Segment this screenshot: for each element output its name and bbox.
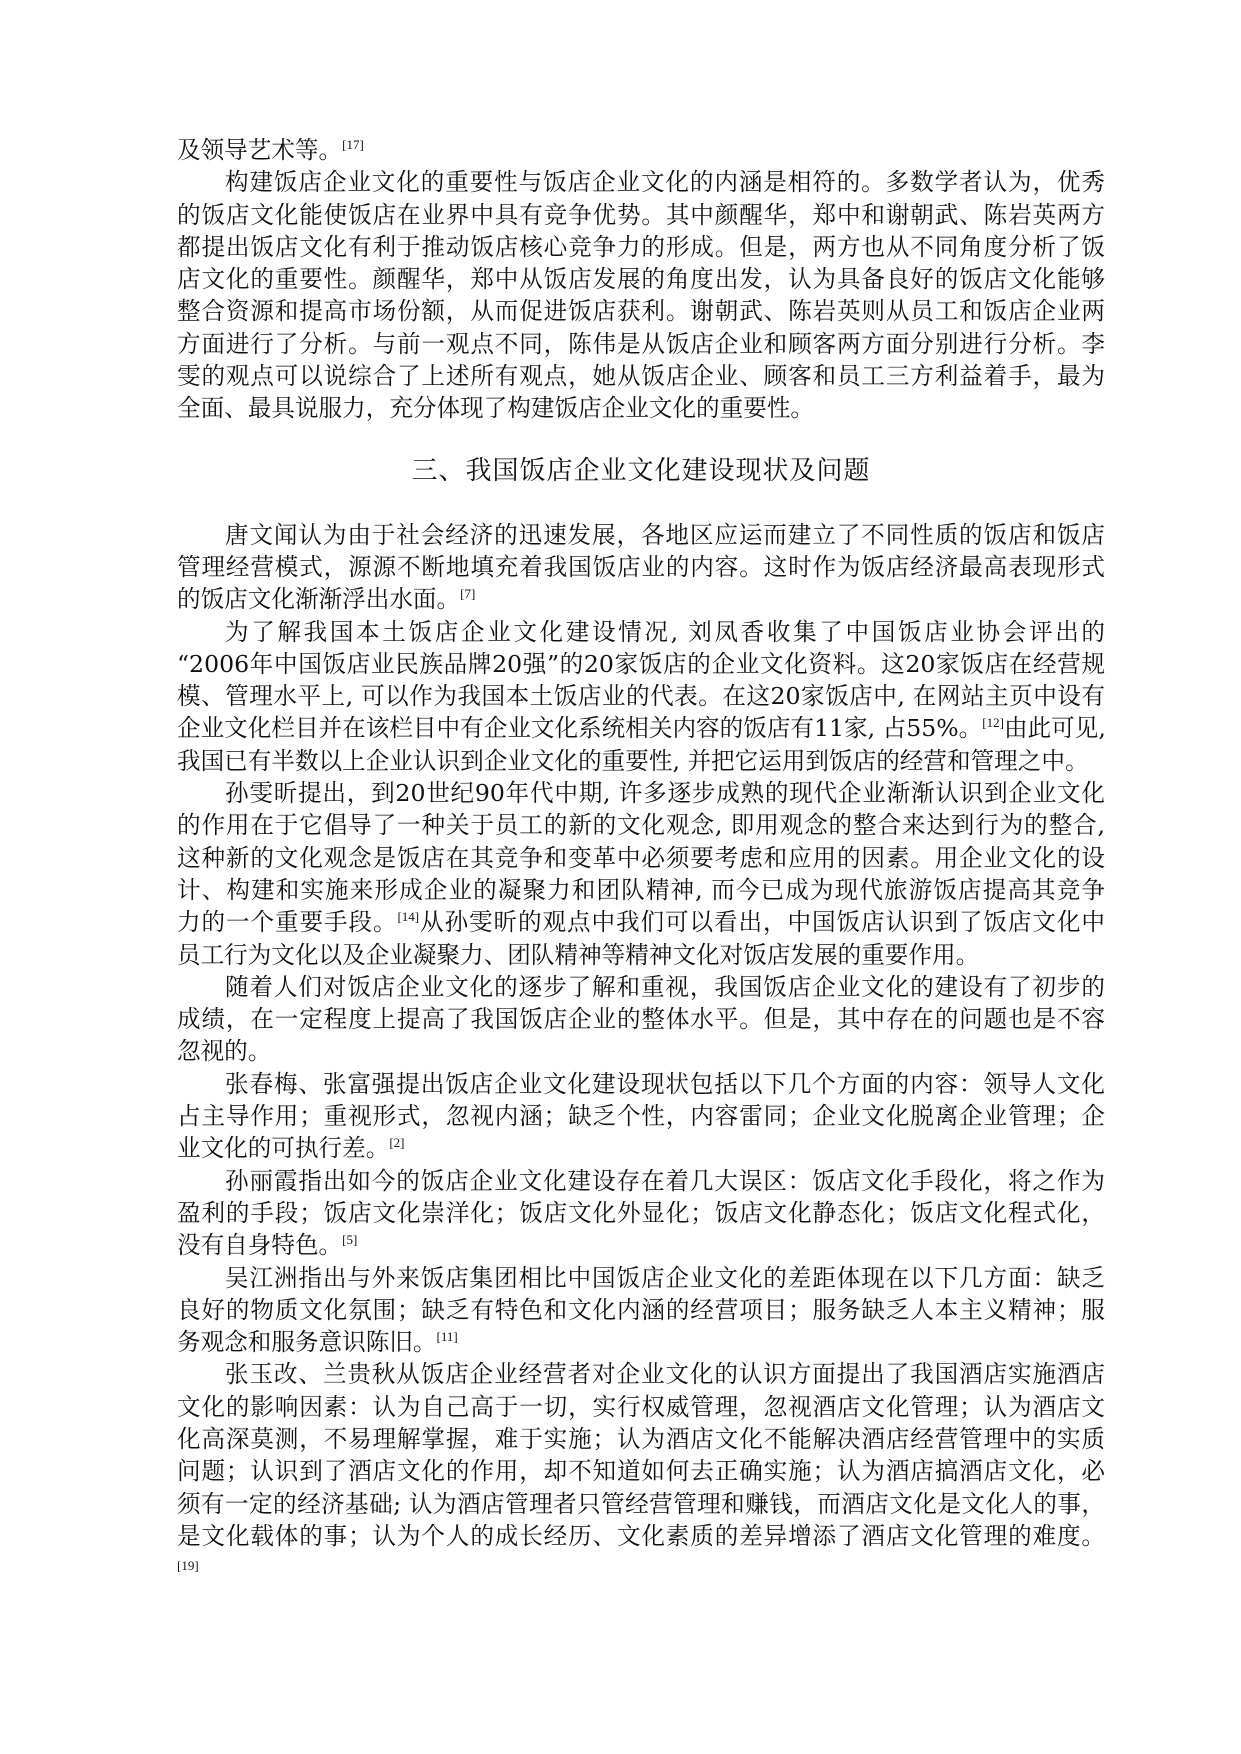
text-line [177,263,1105,295]
line-text: 计、构建和实施来形成企业的凝聚力和团队精神, 而今已成为现代旅游饭店提高其竞争 [177,875,1105,904]
paragraph-p6 [177,1068,1105,1165]
line-text: 及领导艺术等。 [177,136,343,164]
line-text: 模、管理水平上, 可以作为我国本土饭店业的代表。在这20家饭店中, 在网站主页中设有 [177,682,1105,711]
line-text: 全面、最具说服力，充分体现了构建饭店企业文化的重要性。 [177,394,815,423]
line-text: 孙雯昕提出，到20世纪90年代中期, 许多逐步成熟的现代企业渐渐认识到企业文化 [225,779,1105,808]
line-text: 没有自身特色。 [177,1231,343,1260]
line-text: 成绩，在一定程度上提高了我国饭店企业的整体水平。但是，其中存在的问题也是不容 [177,1005,1105,1034]
text-line [177,616,1105,648]
text-line [177,1358,1105,1390]
line-text: 吴江洲指出与外来饭店集团相比中国饭店企业文化的差距体现在以下几方面：缺乏 [225,1263,1105,1292]
line-text: 化高深莫测，不易理解掌握，难于实施；认为酒店文化不能解决酒店经营管理中的实质 [177,1424,1105,1453]
line-text: 张春梅、张富强提出饭店企业文化建设现状包括以下几个方面的内容：领导人文化 [225,1069,1105,1098]
text-line [177,809,1105,841]
line-text: 随着人们对饭店企业文化的逐步了解和重视，我国饭店企业文化的建设有了初步的 [225,972,1105,1001]
line-text: 力的一个重要手段。 [177,908,398,937]
line-text: 的饭店文化渐渐浮出水面。 [177,585,461,614]
line-text: 文化的影响因素：认为自己高于一切，实行权威管理，忽视酒店文化管理；认为酒店文 [177,1392,1105,1421]
text-line [177,971,1105,1003]
line-text: 须有一定的经济基础; 认为酒店管理者只管经营管理和赚钱，而酒店文化是文化人的事， [177,1489,1105,1518]
text-line [177,1035,1105,1067]
line-text-tail: 从孙雯昕的观点中我们可以看出，中国饭店认识到了饭店文化中 [419,908,1106,937]
line-text: 管理经营模式，源源不断地填充着我国饭店业的内容。这时作为饭店经济最高表现形式 [177,552,1105,581]
paragraph-p8 [177,1262,1105,1359]
citation-superscript: [12] [982,715,1004,731]
line-text: 都提出饭店文化有利于推动饭店核心竞争力的形成。但是，两方也从不同角度分析了饭 [177,232,1105,261]
line-text: 忽视的。 [177,1037,272,1066]
text-line [177,392,1105,424]
text-line [177,199,1105,231]
line-text: 我国已有半数以上企业认识到企业文化的重要性, 并把它运用到饭店的经营和管理之中。 [177,746,1089,775]
line-text: 张玉改、兰贵秋从饭店企业经营者对企业文化的认识方面提出了我国酒店实施酒店 [225,1360,1105,1389]
text-line [177,680,1105,712]
text-line [177,1455,1105,1487]
body-text-after-heading [177,519,1105,1585]
text-line [177,328,1105,360]
line-text: 企业文化栏目并在该栏目中有企业文化系统相关内容的饭店有11家, 占55%。 [177,714,983,743]
text-line [177,1197,1105,1229]
text-line [177,295,1105,327]
line-text: 孙丽霞指出如今的饭店企业文化建设存在着几大误区：饭店文化手段化，将之作为 [225,1166,1105,1195]
line-text: 为了解我国本土饭店企业文化建设情况, 刘凤香收集了中国饭店业协会评出的 [225,617,1105,646]
text-line [177,1391,1105,1423]
paragraph-p5 [177,971,1105,1068]
line-text: 整合资源和提高市场份额，从而促进饭店获利。谢朝武、陈岩英则从员工和饭店企业两 [177,297,1105,326]
text-line [177,906,1105,938]
body-text-before-heading [177,134,1105,425]
line-text: 务观念和服务意识陈旧。 [177,1328,437,1357]
text-line [177,1132,1105,1164]
text-line [177,166,1105,198]
line-text: 方面进行了分析。与前一观点不同，陈伟是从饭店企业和顾客两方面分别进行分析。李 [177,329,1105,358]
line-text: 良好的物质文化氛围；缺乏有特色和文化内涵的经营项目；服务缺乏人本主义精神；服 [177,1295,1105,1324]
line-text-tail: 由此可见, [1003,714,1106,743]
line-text: “2006年中国饭店业民族品牌20强”的20家饭店的企业文化资料。这20家饭店在经营规 [177,649,1105,678]
line-text: 构建饭店企业文化的重要性与饭店企业文化的内涵是相符的。多数学者认为，优秀 [225,168,1105,197]
line-text: 的作用在于它倡导了一种关于员工的新的文化观念, 即用观念的整合来达到行为的整合, [177,811,1105,840]
text-line [177,519,1105,551]
citation-superscript: [11] [436,1329,458,1345]
text-line [177,874,1105,906]
line-text: 店文化的重要性。颜醒华，郑中从饭店发展的角度出发，认为具备良好的饭店文化能够 [177,265,1105,294]
text-line [177,1165,1105,1197]
line-text: 的饭店文化能使饭店在业界中具有竞争优势。其中颜醒华，郑中和谢朝武、陈岩英两方 [177,200,1105,229]
line-text: 盈利的手段；饭店文化崇洋化；饭店文化外显化；饭店文化静态化；饭店文化程式化， [177,1198,1105,1227]
line-text: 唐文闻认为由于社会经济的迅速发展，各地区应运而建立了不同性质的饭店和饭店 [225,520,1105,549]
line-text: 是文化载体的事；认为个人的成长经历、文化素质的差异增添了酒店文化管理的难度。 [177,1521,1105,1550]
paragraph-p9 [177,1358,1105,1584]
citation-superscript: [17] [342,137,364,152]
line-text: 问题；认识到了酒店文化的作用，却不知道如何去正确实施；认为酒店搞酒店文化，必 [177,1457,1105,1486]
citation-superscript: [7] [460,586,476,602]
text-line [177,1003,1105,1035]
text-line [177,712,1105,744]
line-text: 雯的观点可以说综合了上述所有观点，她从饭店企业、顾客和员工三方利益着手，最为 [177,362,1105,391]
line-text: 这种新的文化观念是饭店在其竞争和变革中必须要考虑和应用的因素。用企业文化的设 [177,843,1105,872]
citation-superscript: [14] [397,909,420,925]
text-line [177,1068,1105,1100]
paragraph-p1 [177,166,1105,424]
text-line [177,1520,1105,1552]
paragraph-p0 [177,134,1105,166]
line-text: 业文化的可执行差。 [177,1134,390,1163]
text-line [177,648,1105,680]
text-line [177,583,1105,615]
text-line [177,1229,1105,1261]
text-line [177,231,1105,263]
paragraph-p4 [177,777,1105,971]
text-line [177,551,1105,583]
citation-superscript: [5] [342,1232,358,1248]
text-line [177,939,1105,971]
text-line [177,360,1105,392]
text-line [177,1423,1105,1455]
paragraph-p7 [177,1165,1105,1262]
document-page [177,134,1105,1584]
text-line [177,1326,1105,1358]
paragraph-p3 [177,616,1105,777]
citation-reference: [19] [177,1558,199,1574]
text-line [177,134,1105,166]
text-line [177,745,1105,777]
paragraph-p2 [177,519,1105,616]
text-line [177,842,1105,874]
text-line [177,1262,1105,1294]
text-line [177,777,1105,809]
section-heading: 三、我国饭店企业文化建设现状及问题 [411,455,871,486]
citation-superscript: [2] [389,1135,405,1151]
text-line [177,1488,1105,1520]
line-text: 占主导作用；重视形式，忽视内涵；缺乏个性，内容雷同；企业文化脱离企业管理；企 [177,1102,1105,1131]
text-line [177,1100,1105,1132]
line-text: 员工行为文化以及企业凝聚力、团队精神等精神文化对饭店发展的重要作用。 [177,940,980,969]
text-line [177,1294,1105,1326]
